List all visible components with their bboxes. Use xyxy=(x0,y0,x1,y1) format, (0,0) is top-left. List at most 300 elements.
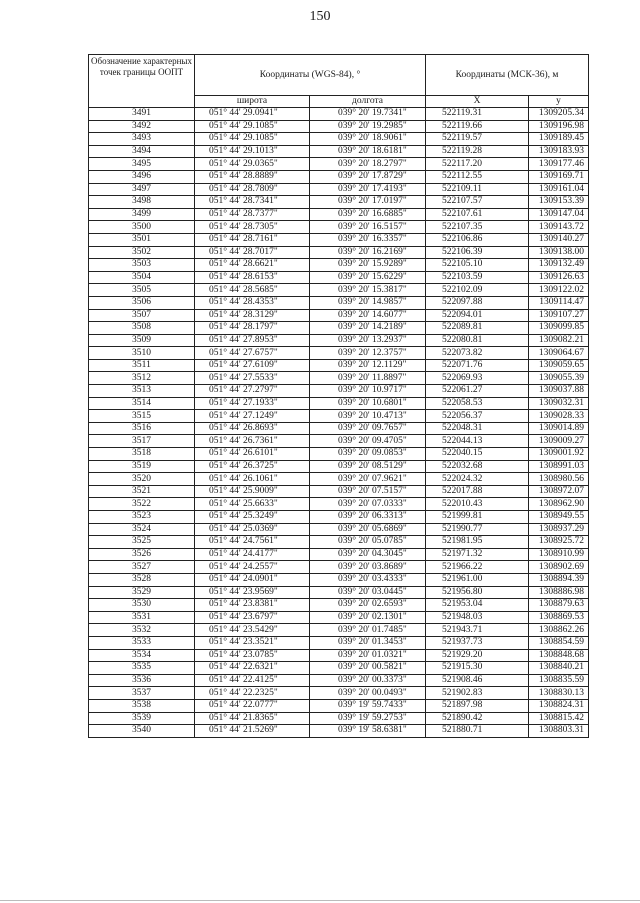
point-id-cell: 3513 xyxy=(89,385,195,398)
page-number: 150 xyxy=(309,9,331,24)
point-id-cell: 3524 xyxy=(89,523,195,536)
y-cell: 1308830.13 xyxy=(529,687,589,700)
latitude-cell: 051° 44' 27.5533" xyxy=(195,372,310,385)
y-cell: 1309126.63 xyxy=(529,271,589,284)
table-row xyxy=(89,385,589,398)
x-cell: 521971.32 xyxy=(426,548,529,561)
designation-header: Обозначение характерных точек границы ООПТ xyxy=(89,55,195,108)
longitude-cell: 039° 20' 15.9289" xyxy=(310,259,426,272)
latitude-cell: 051° 44' 28.5685" xyxy=(195,284,310,297)
point-id-cell: 3494 xyxy=(89,145,195,158)
longitude-cell: 039° 20' 10.6801" xyxy=(310,397,426,410)
x-cell: 522040.15 xyxy=(426,448,529,461)
x-cell: 522080.81 xyxy=(426,334,529,347)
latitude-cell: 051° 44' 24.0901" xyxy=(195,573,310,586)
latitude-cell: 051° 44' 26.6101" xyxy=(195,448,310,461)
x-cell: 521880.71 xyxy=(426,725,529,738)
table-row xyxy=(89,573,589,586)
x-cell: 521956.80 xyxy=(426,586,529,599)
x-cell: 522112.55 xyxy=(426,170,529,183)
latitude-cell: 051° 44' 25.9009" xyxy=(195,485,310,498)
latitude-cell: 051° 44' 29.1085" xyxy=(195,133,310,146)
longitude-cell: 039° 20' 03.4333" xyxy=(310,573,426,586)
x-cell: 522119.57 xyxy=(426,133,529,146)
x-cell: 522107.35 xyxy=(426,221,529,234)
x-cell: 522017.88 xyxy=(426,485,529,498)
point-id-cell: 3501 xyxy=(89,233,195,246)
table-row xyxy=(89,422,589,435)
latitude-cell: 051° 44' 23.9569" xyxy=(195,586,310,599)
longitude-cell: 039° 20' 16.3357" xyxy=(310,233,426,246)
y-cell: 1309147.04 xyxy=(529,208,589,221)
point-id-cell: 3533 xyxy=(89,636,195,649)
latitude-cell: 051° 44' 27.2797" xyxy=(195,385,310,398)
longitude-cell: 039° 20' 05.6869" xyxy=(310,523,426,536)
point-id-cell: 3491 xyxy=(89,108,195,121)
latitude-cell: 051° 44' 24.7561" xyxy=(195,536,310,549)
longitude-cell: 039° 20' 12.3757" xyxy=(310,347,426,360)
y-cell: 1309138.00 xyxy=(529,246,589,259)
longitude-cell: 039° 20' 17.8729" xyxy=(310,170,426,183)
x-cell: 521943.71 xyxy=(426,624,529,637)
x-cell: 521999.81 xyxy=(426,511,529,524)
longitude-cell: 039° 20' 19.2985" xyxy=(310,120,426,133)
longitude-cell: 039° 20' 09.0853" xyxy=(310,448,426,461)
x-cell: 522061.27 xyxy=(426,385,529,398)
y-cell: 1308862.26 xyxy=(529,624,589,637)
longitude-cell: 039° 20' 14.2189" xyxy=(310,322,426,335)
y-cell: 1308869.53 xyxy=(529,611,589,624)
point-id-cell: 3506 xyxy=(89,296,195,309)
y-cell: 1308962.90 xyxy=(529,498,589,511)
x-cell: 522048.31 xyxy=(426,422,529,435)
y-cell: 1309183.93 xyxy=(529,145,589,158)
page-bottom-edge xyxy=(0,900,640,901)
y-cell: 1309032.31 xyxy=(529,397,589,410)
point-id-cell: 3528 xyxy=(89,573,195,586)
point-id-cell: 3523 xyxy=(89,511,195,524)
longitude-cell: 039° 20' 04.3045" xyxy=(310,548,426,561)
x-header: X xyxy=(426,96,529,108)
table-row xyxy=(89,586,589,599)
table-row xyxy=(89,271,589,284)
point-id-cell: 3529 xyxy=(89,586,195,599)
table-row xyxy=(89,372,589,385)
latitude-cell: 051° 44' 28.7341" xyxy=(195,196,310,209)
table-row xyxy=(89,322,589,335)
table-row xyxy=(89,548,589,561)
point-id-cell: 3522 xyxy=(89,498,195,511)
point-id-cell: 3503 xyxy=(89,259,195,272)
point-id-cell: 3507 xyxy=(89,309,195,322)
latitude-cell: 051° 44' 27.6109" xyxy=(195,359,310,372)
latitude-cell: 051° 44' 21.5269" xyxy=(195,725,310,738)
point-id-cell: 3510 xyxy=(89,347,195,360)
latitude-cell: 051° 44' 25.0369" xyxy=(195,523,310,536)
x-cell: 521929.20 xyxy=(426,649,529,662)
table-row xyxy=(89,498,589,511)
latitude-cell: 051° 44' 22.0777" xyxy=(195,699,310,712)
x-cell: 522103.59 xyxy=(426,271,529,284)
latitude-cell: 051° 44' 22.2325" xyxy=(195,687,310,700)
table-row xyxy=(89,196,589,209)
longitude-cell: 039° 20' 09.4705" xyxy=(310,435,426,448)
latitude-cell: 051° 44' 28.6621" xyxy=(195,259,310,272)
x-cell: 522097.88 xyxy=(426,296,529,309)
x-cell: 521981.95 xyxy=(426,536,529,549)
table-row xyxy=(89,699,589,712)
x-cell: 521937.73 xyxy=(426,636,529,649)
x-cell: 522106.86 xyxy=(426,233,529,246)
y-cell: 1309196.98 xyxy=(529,120,589,133)
latitude-cell: 051° 44' 22.4125" xyxy=(195,674,310,687)
x-cell: 522119.28 xyxy=(426,145,529,158)
y-cell: 1309205.34 xyxy=(529,108,589,121)
latitude-cell: 051° 44' 27.1249" xyxy=(195,410,310,423)
latitude-cell: 051° 44' 26.1061" xyxy=(195,473,310,486)
table-row xyxy=(89,296,589,309)
point-id-cell: 3504 xyxy=(89,271,195,284)
y-cell: 1308902.69 xyxy=(529,561,589,574)
point-id-cell: 3509 xyxy=(89,334,195,347)
longitude-cell: 039° 19' 59.7433" xyxy=(310,699,426,712)
latitude-cell: 051° 44' 28.1797" xyxy=(195,322,310,335)
longitude-cell: 039° 20' 10.4713" xyxy=(310,410,426,423)
table-row xyxy=(89,259,589,272)
latitude-cell: 051° 44' 27.6757" xyxy=(195,347,310,360)
y-cell: 1309122.02 xyxy=(529,284,589,297)
x-cell: 521966.22 xyxy=(426,561,529,574)
point-id-cell: 3518 xyxy=(89,448,195,461)
table-row xyxy=(89,108,589,121)
latitude-cell: 051° 44' 24.4177" xyxy=(195,548,310,561)
table-row xyxy=(89,523,589,536)
table-row xyxy=(89,246,589,259)
table-row xyxy=(89,460,589,473)
longitude-cell: 039° 20' 07.5157" xyxy=(310,485,426,498)
point-id-cell: 3511 xyxy=(89,359,195,372)
longitude-cell: 039° 20' 15.3817" xyxy=(310,284,426,297)
latitude-cell: 051° 44' 23.8381" xyxy=(195,599,310,612)
longitude-cell: 039° 20' 15.6229" xyxy=(310,271,426,284)
y-cell: 1309153.39 xyxy=(529,196,589,209)
point-id-cell: 3517 xyxy=(89,435,195,448)
point-id-cell: 3521 xyxy=(89,485,195,498)
longitude-cell: 039° 20' 09.7657" xyxy=(310,422,426,435)
latitude-cell: 051° 44' 25.3249" xyxy=(195,511,310,524)
y-cell: 1308894.39 xyxy=(529,573,589,586)
y-cell: 1309143.72 xyxy=(529,221,589,234)
x-cell: 521961.00 xyxy=(426,573,529,586)
latitude-cell: 051° 44' 28.3129" xyxy=(195,309,310,322)
y-cell: 1308848.68 xyxy=(529,649,589,662)
latitude-cell: 051° 44' 26.8693" xyxy=(195,422,310,435)
point-id-cell: 3539 xyxy=(89,712,195,725)
table-row xyxy=(89,611,589,624)
latitude-cell: 051° 44' 26.7361" xyxy=(195,435,310,448)
x-cell: 521990.77 xyxy=(426,523,529,536)
table-row xyxy=(89,120,589,133)
longitude-cell: 039° 20' 03.0445" xyxy=(310,586,426,599)
y-cell: 1309140.27 xyxy=(529,233,589,246)
x-cell: 522032.68 xyxy=(426,460,529,473)
table-row xyxy=(89,485,589,498)
longitude-cell: 039° 19' 59.2753" xyxy=(310,712,426,725)
y-cell: 1308925.72 xyxy=(529,536,589,549)
longitude-cell: 039° 20' 00.0493" xyxy=(310,687,426,700)
table-body xyxy=(89,108,589,738)
latitude-cell: 051° 44' 29.0941" xyxy=(195,108,310,121)
longitude-cell: 039° 20' 07.9621" xyxy=(310,473,426,486)
x-cell: 521953.04 xyxy=(426,599,529,612)
table-row xyxy=(89,359,589,372)
longitude-cell: 039° 20' 02.1301" xyxy=(310,611,426,624)
point-id-cell: 3498 xyxy=(89,196,195,209)
y-cell: 1309177.46 xyxy=(529,158,589,171)
point-id-cell: 3512 xyxy=(89,372,195,385)
x-cell: 522089.81 xyxy=(426,322,529,335)
y-cell: 1309099.85 xyxy=(529,322,589,335)
longitude-cell: 039° 20' 16.6885" xyxy=(310,208,426,221)
table-row xyxy=(89,636,589,649)
point-id-cell: 3531 xyxy=(89,611,195,624)
msk36-header: Координаты (МСК-36), м xyxy=(426,55,589,96)
table-row xyxy=(89,133,589,146)
y-cell: 1308815.42 xyxy=(529,712,589,725)
x-cell: 522106.39 xyxy=(426,246,529,259)
latitude-cell: 051° 44' 29.1085" xyxy=(195,120,310,133)
point-id-cell: 3505 xyxy=(89,284,195,297)
latitude-cell: 051° 44' 27.8953" xyxy=(195,334,310,347)
table-row xyxy=(89,284,589,297)
longitude-cell: 039° 20' 05.0785" xyxy=(310,536,426,549)
point-id-cell: 3526 xyxy=(89,548,195,561)
table-row xyxy=(89,725,589,738)
point-id-cell: 3537 xyxy=(89,687,195,700)
table-row xyxy=(89,145,589,158)
x-cell: 521915.30 xyxy=(426,662,529,675)
table-row xyxy=(89,170,589,183)
table-row xyxy=(89,473,589,486)
longitude-cell: 039° 20' 06.3313" xyxy=(310,511,426,524)
x-cell: 521897.98 xyxy=(426,699,529,712)
point-id-cell: 3534 xyxy=(89,649,195,662)
longitude-cell: 039° 20' 13.2937" xyxy=(310,334,426,347)
table-header xyxy=(89,55,589,108)
latitude-cell: 051° 44' 28.7161" xyxy=(195,233,310,246)
table-row xyxy=(89,183,589,196)
x-cell: 522069.93 xyxy=(426,372,529,385)
point-id-cell: 3493 xyxy=(89,133,195,146)
point-id-cell: 3497 xyxy=(89,183,195,196)
coordinates-table xyxy=(88,54,589,738)
y-cell: 1309037.88 xyxy=(529,385,589,398)
table-row xyxy=(89,233,589,246)
longitude-cell: 039° 20' 01.0321" xyxy=(310,649,426,662)
point-id-cell: 3527 xyxy=(89,561,195,574)
latitude-cell: 051° 44' 28.7809" xyxy=(195,183,310,196)
y-cell: 1308972.07 xyxy=(529,485,589,498)
table-row xyxy=(89,410,589,423)
x-cell: 522107.61 xyxy=(426,208,529,221)
y-cell: 1308980.56 xyxy=(529,473,589,486)
y-cell: 1309009.27 xyxy=(529,435,589,448)
x-cell: 521902.83 xyxy=(426,687,529,700)
table-row xyxy=(89,561,589,574)
point-id-cell: 3535 xyxy=(89,662,195,675)
latitude-cell: 051° 44' 28.6153" xyxy=(195,271,310,284)
x-cell: 522071.76 xyxy=(426,359,529,372)
point-id-cell: 3530 xyxy=(89,599,195,612)
longitude-cell: 039° 20' 19.7341" xyxy=(310,108,426,121)
latitude-cell: 051° 44' 29.1013" xyxy=(195,145,310,158)
x-cell: 521890.42 xyxy=(426,712,529,725)
latitude-cell: 051° 44' 25.6633" xyxy=(195,498,310,511)
longitude-cell: 039° 20' 02.6593" xyxy=(310,599,426,612)
point-id-cell: 3520 xyxy=(89,473,195,486)
longitude-cell: 039° 20' 00.3373" xyxy=(310,674,426,687)
y-cell: 1308854.59 xyxy=(529,636,589,649)
table-row xyxy=(89,599,589,612)
y-cell: 1309014.89 xyxy=(529,422,589,435)
longitude-cell: 039° 20' 16.5157" xyxy=(310,221,426,234)
x-cell: 522105.10 xyxy=(426,259,529,272)
longitude-cell: 039° 20' 17.4193" xyxy=(310,183,426,196)
longitude-cell: 039° 20' 14.6077" xyxy=(310,309,426,322)
point-id-cell: 3519 xyxy=(89,460,195,473)
table-row xyxy=(89,334,589,347)
x-cell: 522107.57 xyxy=(426,196,529,209)
table-row xyxy=(89,624,589,637)
x-cell: 522056.37 xyxy=(426,410,529,423)
table-row xyxy=(89,712,589,725)
longitude-cell: 039° 20' 01.7485" xyxy=(310,624,426,637)
y-cell: 1309114.47 xyxy=(529,296,589,309)
table-row xyxy=(89,309,589,322)
latitude-cell: 051° 44' 28.4353" xyxy=(195,296,310,309)
point-id-cell: 3515 xyxy=(89,410,195,423)
x-cell: 522109.11 xyxy=(426,183,529,196)
table-row xyxy=(89,221,589,234)
latitude-cell: 051° 44' 21.8365" xyxy=(195,712,310,725)
x-cell: 521948.03 xyxy=(426,611,529,624)
x-cell: 522117.20 xyxy=(426,158,529,171)
latitude-cell: 051° 44' 27.1933" xyxy=(195,397,310,410)
latitude-cell: 051° 44' 28.7377" xyxy=(195,208,310,221)
latitude-cell: 051° 44' 23.5429" xyxy=(195,624,310,637)
latitude-cell: 051° 44' 23.0785" xyxy=(195,649,310,662)
y-cell: 1309001.92 xyxy=(529,448,589,461)
y-cell: 1308803.31 xyxy=(529,725,589,738)
table-row xyxy=(89,448,589,461)
y-cell: 1308879.63 xyxy=(529,599,589,612)
y-cell: 1309161.04 xyxy=(529,183,589,196)
x-cell: 522094.01 xyxy=(426,309,529,322)
table-row xyxy=(89,662,589,675)
point-id-cell: 3508 xyxy=(89,322,195,335)
point-id-cell: 3495 xyxy=(89,158,195,171)
x-cell: 521908.46 xyxy=(426,674,529,687)
table-row xyxy=(89,435,589,448)
longitude-header: долгота xyxy=(310,96,426,108)
table-row xyxy=(89,397,589,410)
longitude-cell: 039° 20' 14.9857" xyxy=(310,296,426,309)
latitude-header: широта xyxy=(195,96,310,108)
y-cell: 1308910.99 xyxy=(529,548,589,561)
longitude-cell: 039° 20' 11.8897" xyxy=(310,372,426,385)
y-cell: 1308835.59 xyxy=(529,674,589,687)
x-cell: 522044.13 xyxy=(426,435,529,448)
longitude-cell: 039° 20' 00.5821" xyxy=(310,662,426,675)
y-cell: 1309132.49 xyxy=(529,259,589,272)
latitude-cell: 051° 44' 29.0365" xyxy=(195,158,310,171)
longitude-cell: 039° 20' 16.2169" xyxy=(310,246,426,259)
point-id-cell: 3540 xyxy=(89,725,195,738)
y-cell: 1308937.29 xyxy=(529,523,589,536)
y-cell: 1309107.27 xyxy=(529,309,589,322)
table-row xyxy=(89,208,589,221)
longitude-cell: 039° 20' 07.0333" xyxy=(310,498,426,511)
y-cell: 1309059.65 xyxy=(529,359,589,372)
table-row xyxy=(89,536,589,549)
latitude-cell: 051° 44' 23.3521" xyxy=(195,636,310,649)
point-id-cell: 3499 xyxy=(89,208,195,221)
latitude-cell: 051° 44' 22.6321" xyxy=(195,662,310,675)
x-cell: 522119.31 xyxy=(426,108,529,121)
longitude-cell: 039° 20' 03.8689" xyxy=(310,561,426,574)
table-row xyxy=(89,347,589,360)
longitude-cell: 039° 20' 18.2797" xyxy=(310,158,426,171)
latitude-cell: 051° 44' 23.6797" xyxy=(195,611,310,624)
table-row xyxy=(89,649,589,662)
x-cell: 522024.32 xyxy=(426,473,529,486)
table-row xyxy=(89,687,589,700)
longitude-cell: 039° 19' 58.6381" xyxy=(310,725,426,738)
y-cell: 1308949.55 xyxy=(529,511,589,524)
y-cell: 1308886.98 xyxy=(529,586,589,599)
point-id-cell: 3514 xyxy=(89,397,195,410)
y-cell: 1309064.67 xyxy=(529,347,589,360)
latitude-cell: 051° 44' 28.7017" xyxy=(195,246,310,259)
table-row xyxy=(89,674,589,687)
longitude-cell: 039° 20' 18.9061" xyxy=(310,133,426,146)
longitude-cell: 039° 20' 10.9717" xyxy=(310,385,426,398)
point-id-cell: 3502 xyxy=(89,246,195,259)
point-id-cell: 3496 xyxy=(89,170,195,183)
point-id-cell: 3532 xyxy=(89,624,195,637)
point-id-cell: 3538 xyxy=(89,699,195,712)
point-id-cell: 3525 xyxy=(89,536,195,549)
y-cell: 1309055.39 xyxy=(529,372,589,385)
point-id-cell: 3536 xyxy=(89,674,195,687)
y-cell: 1308991.03 xyxy=(529,460,589,473)
longitude-cell: 039° 20' 12.1129" xyxy=(310,359,426,372)
latitude-cell: 051° 44' 26.3725" xyxy=(195,460,310,473)
y-header: у xyxy=(529,96,589,108)
y-cell: 1309169.71 xyxy=(529,170,589,183)
longitude-cell: 039° 20' 18.6181" xyxy=(310,145,426,158)
longitude-cell: 039° 20' 17.0197" xyxy=(310,196,426,209)
y-cell: 1308824.31 xyxy=(529,699,589,712)
table-row xyxy=(89,511,589,524)
x-cell: 522073.82 xyxy=(426,347,529,360)
table-row xyxy=(89,158,589,171)
longitude-cell: 039° 20' 01.3453" xyxy=(310,636,426,649)
y-cell: 1309189.45 xyxy=(529,133,589,146)
latitude-cell: 051° 44' 24.2557" xyxy=(195,561,310,574)
y-cell: 1309028.33 xyxy=(529,410,589,423)
point-id-cell: 3500 xyxy=(89,221,195,234)
